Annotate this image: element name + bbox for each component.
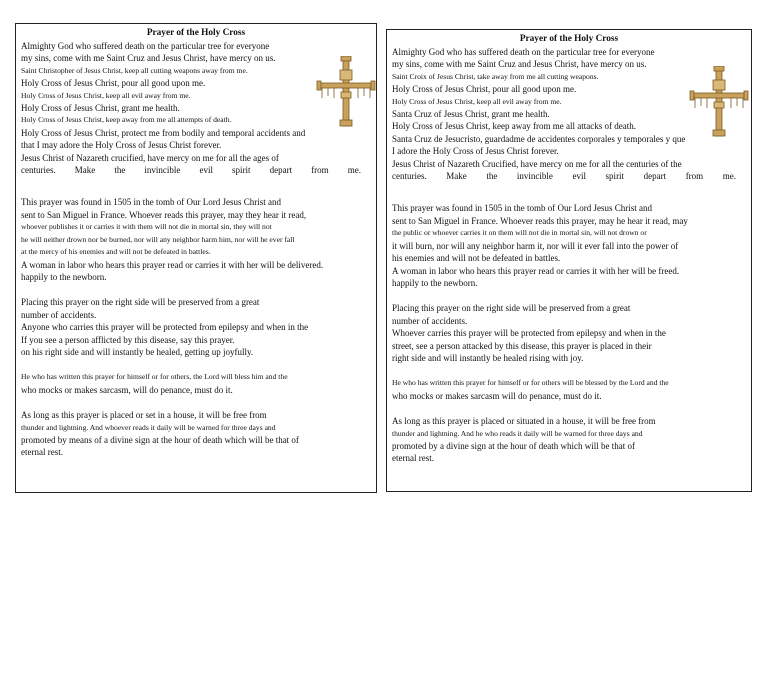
prayer-line: Anyone who carries this prayer will be protected from epilepsy and when in the	[21, 322, 309, 333]
prayer-line: Almighty God who has suffered death on the particular tree for everyone	[392, 47, 655, 57]
prayer-line: eternal rest.	[21, 447, 63, 458]
prayer-line: thunder and lightning. And he who reads it daily will be warned for three days and	[392, 428, 643, 438]
prayer-line: my sins, come with me Saint Cruz and Jesus Christ, have mercy on us.	[21, 53, 276, 64]
prayer-line: who mocks or makes sarcasm will do penance, must do it.	[392, 390, 602, 401]
prayer-line: Holy Cross of Jesus Christ, pour all good upon me.	[392, 84, 577, 95]
prayer-line: Holy Cross of Jesus Christ, keep away from me all attacks of death.	[392, 121, 636, 132]
prayer-line: he will neither drown nor be burned, nor will any neighbor harm him, nor will he ever fall	[21, 234, 295, 244]
prayer-line: eternal rest.	[392, 453, 434, 464]
prayer-line: This prayer was found in 1505 in the tomb of Our Lord Jesus Christ and	[21, 197, 281, 208]
prayer-line: his enemies and will not be defeated in battles.	[392, 253, 561, 264]
prayer-line: promoted by means of a divine sign at the hour of death which will be that of	[21, 434, 299, 445]
prayer-line: This prayer was found in 1505 in the tomb of Our Lord Jesus Christ and	[392, 203, 652, 214]
prayer-line: happily to the newborn.	[392, 277, 478, 288]
prayer-line: promoted by a divine sign at the hour of death which will be that of	[392, 440, 635, 451]
prayer-line: happily to the newborn.	[21, 271, 107, 282]
prayer-line: Placing this prayer on the right side will be preserved from a great	[21, 297, 260, 308]
prayer-line: it will burn, nor will any neighbor harm it, nor will it ever fall into the power of	[392, 240, 679, 251]
prayer-line: Jesus Christ of Nazareth crucified, have mercy on me for all the ages of	[21, 152, 279, 163]
prayer-card-left	[15, 23, 377, 493]
prayer-line: A woman in labor who hears this prayer read or carries it with her will be freed.	[392, 265, 680, 276]
prayer-line: Holy Cross of Jesus Christ, grant me health.	[21, 103, 180, 114]
prayer-line: centuries. Make the invincible evil spirit depart from me.	[21, 165, 361, 176]
holy-cross-icon	[689, 66, 749, 138]
prayer-line: Almighty God who suffered death on the particular tree for everyone	[21, 41, 270, 51]
prayer-line: centuries. Make the invincible evil spirit depart from me.	[392, 171, 736, 182]
prayer-line: I adore the Holy Cross of Jesus Christ forever.	[392, 146, 559, 157]
prayer-line: Holy Cross of Jesus Christ, keep away from me all attempts of death.	[21, 115, 232, 125]
prayer-line: right side and will instantly be healed rising with joy.	[392, 352, 584, 363]
prayer-line: Holy Cross of Jesus Christ, keep all evil away from me.	[21, 90, 191, 100]
prayer-line: Saint Christopher of Jesus Christ, keep all cutting weapons away from me.	[21, 65, 248, 75]
prayer-line: Holy Cross of Jesus Christ, pour all good upon me.	[21, 78, 206, 89]
prayer-line: As long as this prayer is placed or situated in a house, it will be free from	[392, 416, 656, 427]
prayer-line: Jesus Christ of Nazareth Crucified, have mercy on me for all the centuries of the	[392, 158, 682, 169]
card-title: Prayer of the Holy Cross	[146, 28, 246, 38]
prayer-line: who mocks or makes sarcasm, will do penance, must do it.	[21, 384, 233, 395]
prayer-line: street, see a person attacked by this disease, this prayer is placed in their	[392, 340, 652, 351]
prayer-line: my sins, come with me Saint Cruz and Jesus Christ, have mercy on us.	[392, 59, 647, 70]
prayer-line: Holy Cross of Jesus Christ, keep all evil away from me.	[392, 96, 562, 106]
prayer-line: at the mercy of his enemies and will not be defeated in battles.	[21, 247, 211, 257]
card-title: Prayer of the Holy Cross	[519, 34, 619, 44]
prayer-line: A woman in labor who hears this prayer read or carries it with her will be delivered.	[21, 259, 324, 270]
prayer-line: Holy Cross of Jesus Christ, protect me from bodily and temporal accidents and	[21, 127, 306, 138]
prayer-line: thunder and lightning. And whoever reads it daily will be warned for three days and	[21, 422, 276, 432]
prayer-line: Saint Croix of Jesus Christ, take away from me all cutting weapons.	[392, 71, 599, 81]
prayer-line: He who has written this prayer for himself or for others, the Lord will bless him and the	[21, 372, 288, 382]
prayer-line: He who has written this prayer for himself or for others will be blessed by the Lord and the	[392, 378, 669, 388]
prayer-line: Whoever carries this prayer will be protected from epilepsy and when in the	[392, 328, 666, 339]
prayer-line: If you see a person afflicted by this disease, say this prayer.	[21, 334, 235, 345]
prayer-line: sent to San Miguel in France. Whoever reads this prayer, may he hear it read, may	[392, 215, 688, 226]
prayer-line: number of accidents.	[392, 315, 468, 326]
prayer-line: sent to San Miguel in France. Whoever reads this prayer, may they hear it read,	[21, 209, 307, 220]
prayer-card-right	[386, 29, 752, 492]
prayer-line: Placing this prayer on the right side will be preserved from a great	[392, 303, 631, 314]
prayer-line: number of accidents.	[21, 309, 97, 320]
prayer-line: As long as this prayer is placed or set in a house, it will be free from	[21, 410, 267, 421]
prayer-line: the public or whoever carries it on them will not die in mortal sin, will not drown or	[392, 228, 647, 238]
prayer-line: Santa Cruz of Jesus Christ, grant me health.	[392, 109, 550, 120]
prayer-line: whoever publishes it or carries it with them will not die in mortal sin, they will not	[21, 222, 272, 232]
holy-cross-icon	[316, 56, 376, 128]
prayer-line: that I may adore the Holy Cross of Jesus Christ forever.	[21, 140, 222, 151]
prayer-line: on his right side and will instantly be healed, getting up joyfully.	[21, 346, 254, 357]
prayer-line: Santa Cruz de Jesucristo, guardadme de accidentes corporales y temporales y que	[392, 133, 686, 144]
